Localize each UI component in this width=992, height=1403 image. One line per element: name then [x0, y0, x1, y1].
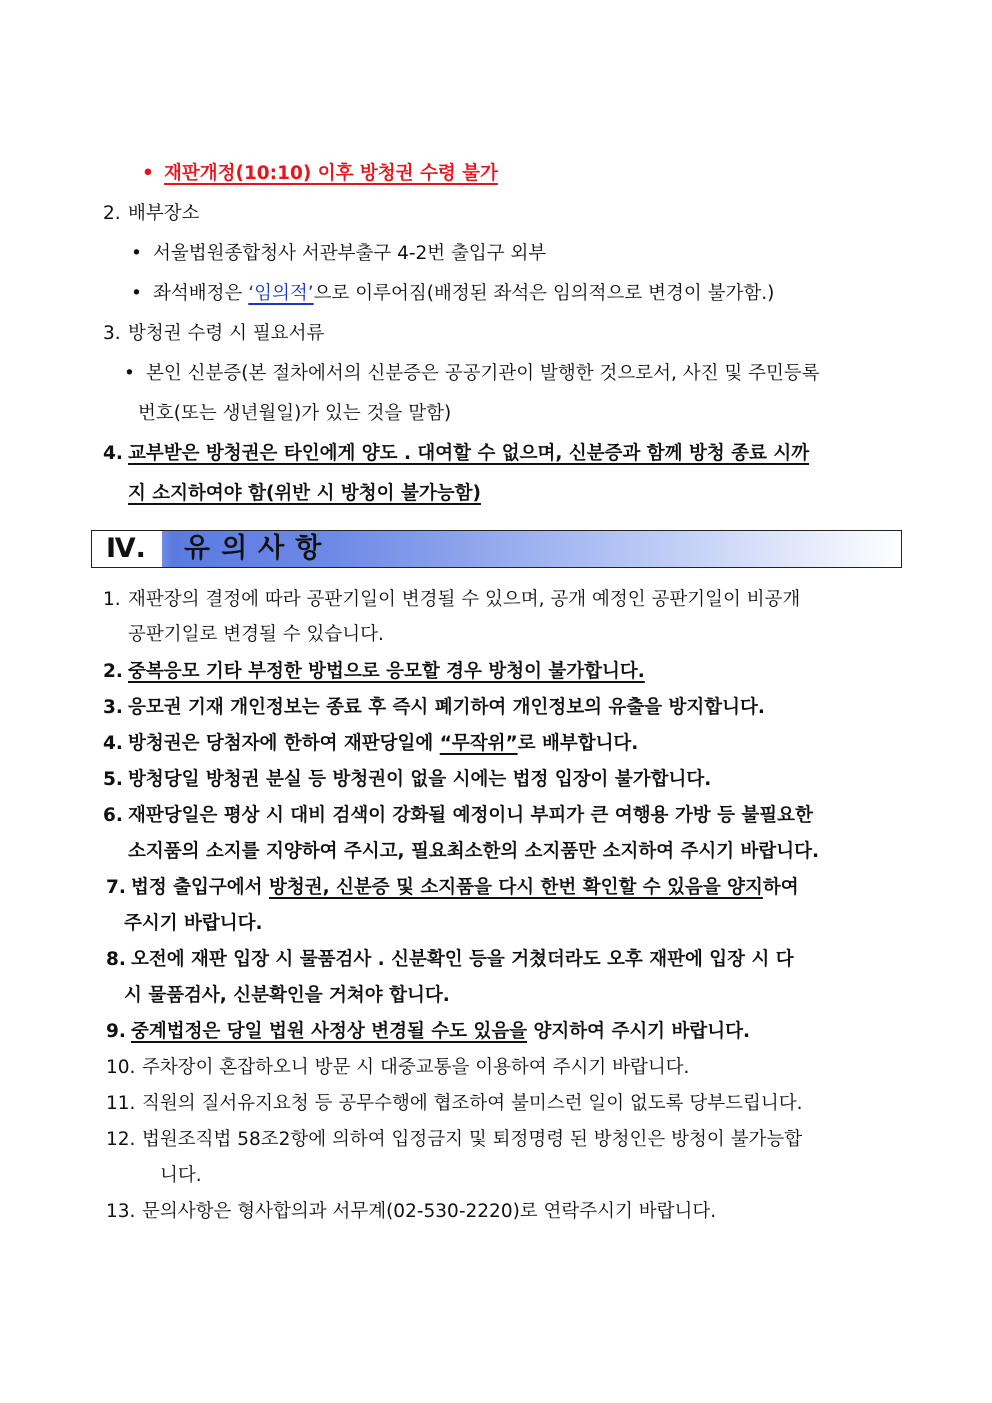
item-2-heading: 2. 배부장소 [103, 203, 200, 224]
notice-12-line2: 니다. [160, 1165, 202, 1186]
notice-5: 5. 방청당일 방청권 분실 등 방청권이 없을 시에는 법정 입장이 불가합니다. [103, 769, 712, 790]
item-3-bullet-id-line1: • 본인 신분증(본 절차에서의 신분증은 공공기관이 발행한 것으로서, 사진 및 주민등록 [124, 363, 820, 384]
notice-10: 10. 주차장이 혼잡하오니 방문 시 대중교통을 이용하여 주시기 바랍니다. [106, 1057, 690, 1078]
notice-6-line2: 소지품의 소지를 지양하여 주시고, 필요최소한의 소지품만 소지하여 주시기 바랍니다. [128, 841, 820, 862]
section-number: Ⅳ. [92, 531, 162, 567]
item-2-bullet-seating: • 좌석배정은 ‘임의적’으로 이루어짐(배정된 좌석은 임의적으로 변경이 불가함.) [131, 283, 775, 304]
notice-9: 9. 중계법정은 당일 법원 사정상 변경될 수도 있음을 양지하여 주시기 바랍니다. [106, 1021, 751, 1042]
section-title: 유의사항 [184, 533, 333, 564]
notice-7-line2: 주시기 바랍니다. [124, 913, 263, 934]
section-header-notes [91, 530, 902, 568]
notice-12-line1: 12. 법원조직법 58조2항에 의하여 입정금지 및 퇴정명령 된 방청인은 방청이 불가능합 [106, 1129, 803, 1150]
notice-2: 2. 중복응모 기타 부정한 방법으로 응모할 경우 방청이 불가합니다. [103, 661, 645, 682]
item-2-bullet-location: • 서울법원종합청사 서관부출구 4-2번 출입구 외부 [131, 243, 547, 264]
item-4-line1: 4. 교부받은 방청권은 타인에게 양도 . 대여할 수 없으며, 신분증과 함께 방청 종료 시까 [103, 443, 810, 464]
notice-11: 11. 직원의 질서유지요청 등 공무수행에 협조하여 불미스런 일이 없도록 당부드립니다. [106, 1093, 803, 1114]
notice-7-line1: 7. 법정 출입구에서 방청권, 신분증 및 소지품을 다시 한번 확인할 수 있음을 양지하여 [106, 877, 799, 898]
random-seating-link[interactable]: ‘임의적’ [248, 283, 314, 304]
notice-13: 13. 문의사항은 형사합의과 서무계(02-530-2220)로 연락주시기 바랍니다. [106, 1201, 717, 1222]
notice-4: 4. 방청권은 당첨자에 한하여 재판당일에 “무작위”로 배부합니다. [103, 733, 639, 754]
item-3-bullet-id-line2: 번호(또는 생년월일)가 있는 것을 말함) [138, 403, 452, 424]
notice-1-line2: 공판기일로 변경될 수 있습니다. [128, 624, 384, 645]
red-bullet-line: • 재판개정(10:10) 이후 방청권 수령 불가 [142, 163, 498, 184]
notice-3: 3. 응모권 기재 개인정보는 종료 후 즉시 폐기하여 개인정보의 유출을 방지합니다. [103, 697, 765, 718]
notice-1-line1: 1. 재판장의 결정에 따라 공판기일이 변경될 수 있으며, 공개 예정인 공판기일이 비공개 [103, 589, 801, 610]
notice-8-line1: 8. 오전에 재판 입장 시 물품검사 . 신분확인 등을 거쳤더라도 오후 재판에 입장 시 다 [106, 949, 794, 970]
item-4-line2: 지 소지하여야 함(위반 시 방청이 불가능함) [128, 483, 481, 504]
item-3-heading: 3. 방청권 수령 시 필요서류 [103, 323, 325, 344]
no-ticket-after-opening-note: 재판개정(10:10) 이후 방청권 수령 불가 [164, 163, 498, 184]
notice-6-line1: 6. 재판당일은 평상 시 대비 검색이 강화될 예정이니 부피가 큰 여행용 가방 등 불필요한 [103, 805, 813, 826]
notice-8-line2: 시 물품검사, 신분확인을 거쳐야 합니다. [124, 985, 450, 1006]
